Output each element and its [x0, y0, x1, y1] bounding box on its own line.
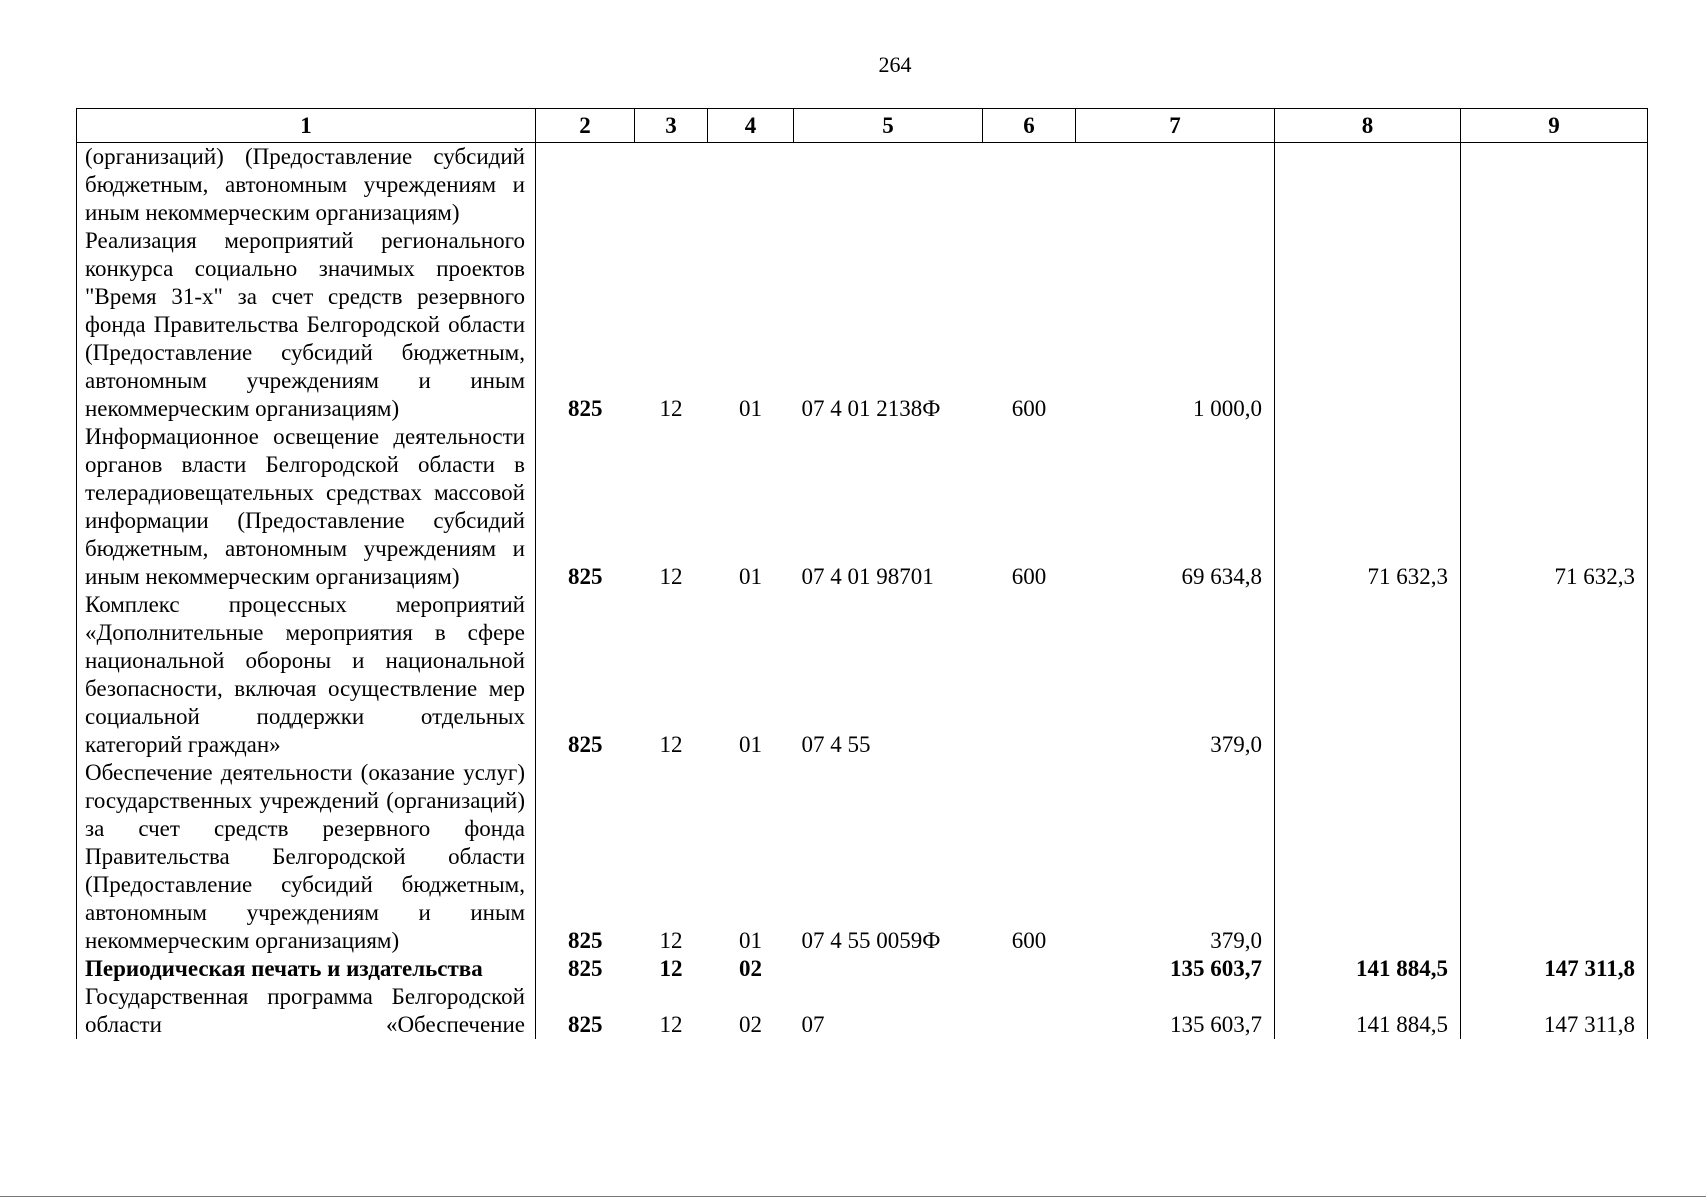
table-row — [77, 983, 1648, 1039]
amount-col7: 1 000,0 — [1076, 227, 1275, 423]
expense-type-code — [983, 143, 1076, 228]
amount-col9 — [1461, 143, 1648, 228]
ministry-code: 825 — [536, 983, 635, 1039]
ministry-code: 825 — [536, 227, 635, 423]
amount-col9 — [1461, 591, 1648, 759]
amount-col9: 71 632,3 — [1461, 423, 1648, 591]
table-row — [77, 227, 1648, 423]
target-article-code: 07 4 55 — [801, 732, 871, 757]
ministry-code: 825 — [536, 759, 635, 955]
row-description: Государственная программа Белгородской области «Обеспечение — [77, 983, 536, 1039]
amount-col9: 147 311,8 — [1461, 955, 1648, 983]
target-article-code: 07 4 01 2138Ф — [801, 396, 941, 421]
column-header: 5 — [794, 109, 983, 143]
amount-col9 — [1461, 227, 1648, 423]
table-row — [77, 591, 1648, 759]
row-description: Обеспечение деятельности (оказание услуг) государственных учреждений (организаций) за счет средств резервного фонда Правительства Белгородской области (Предоставление субсидий бюджетным, автономным учреждениям и иным некоммерческим организациям) — [77, 759, 536, 955]
expense-type-code — [983, 983, 1076, 1039]
amount-col8: 71 632,3 — [1275, 423, 1461, 591]
subsection-code: 01 — [739, 564, 762, 589]
budget-table — [76, 108, 1648, 1039]
amount-col7: 135 603,7 — [1076, 955, 1275, 983]
subsection-code — [708, 143, 794, 228]
column-header: 3 — [635, 109, 708, 143]
page-number: 264 — [878, 52, 912, 77]
section-code: 12 — [659, 396, 683, 421]
column-header: 9 — [1461, 109, 1648, 143]
amount-col7 — [1076, 143, 1275, 228]
ministry-code: 825 — [536, 423, 635, 591]
table-row-section-total — [77, 955, 1648, 983]
row-description: (организаций) (Предоставление субсидий бюджетным, автономным учреждениям и иным некоммерческим организациям) — [77, 143, 536, 228]
section-code: 12 — [659, 928, 683, 953]
section-code: 12 — [659, 956, 683, 981]
subsection-code: 01 — [739, 396, 762, 421]
amount-col9: 147 311,8 — [1461, 983, 1648, 1039]
expense-type-code — [983, 955, 1076, 983]
table-row — [77, 759, 1648, 955]
amount-col8 — [1275, 591, 1461, 759]
subsection-code: 02 — [739, 956, 762, 981]
amount-col9 — [1461, 759, 1648, 955]
column-header: 8 — [1275, 109, 1461, 143]
row-description: Комплекс процессных мероприятий «Дополнительные мероприятия в сфере национальной обороны и национальной безопасности, включая осуществление мер социальной поддержки отдельных категорий граждан» — [77, 591, 536, 759]
target-article-code: 07 — [801, 1012, 825, 1037]
subsection-code: 02 — [739, 1012, 762, 1037]
amount-col7: 379,0 — [1076, 591, 1275, 759]
target-article-code — [794, 143, 983, 228]
amount-col8 — [1275, 227, 1461, 423]
section-code: 12 — [659, 564, 683, 589]
expense-type-code — [983, 591, 1076, 759]
target-article-code — [794, 955, 983, 983]
target-article-code: 07 4 01 98701 — [801, 564, 934, 589]
ministry-code: 825 — [536, 955, 635, 983]
table-row — [77, 423, 1648, 591]
ministry-code — [536, 143, 635, 228]
page-bottom-rule — [0, 1196, 1706, 1197]
row-description: Информационное освещение деятельности органов власти Белгородской области в телерадиовещательных средствах массовой информации (Предоставление субсидий бюджетным, автономным учреждениям и иным некоммерческим организациям) — [77, 423, 536, 591]
table-row — [77, 143, 1648, 228]
column-header: 6 — [983, 109, 1076, 143]
expense-type-code: 600 — [1011, 396, 1047, 421]
section-code: 12 — [659, 732, 683, 757]
amount-col7: 69 634,8 — [1076, 423, 1275, 591]
section-code: 12 — [659, 1012, 683, 1037]
expense-type-code: 600 — [1011, 928, 1047, 953]
ministry-code: 825 — [536, 591, 635, 759]
expense-type-code: 600 — [1011, 564, 1047, 589]
amount-col8 — [1275, 759, 1461, 955]
row-description: Реализация мероприятий регионального конкурса социально значимых проектов "Время 31-х" за счет средств резервного фонда Правительства Белгородской области (Предоставление субсидий бюджетным, автономным учреждениям и иным некоммерческим организациям) — [77, 227, 536, 423]
amount-col8: 141 884,5 — [1275, 955, 1461, 983]
amount-col8: 141 884,5 — [1275, 983, 1461, 1039]
target-article-code: 07 4 55 0059Ф — [801, 928, 941, 953]
column-header: 2 — [536, 109, 635, 143]
section-code — [635, 143, 708, 228]
amount-col7: 379,0 — [1076, 759, 1275, 955]
subsection-code: 01 — [739, 928, 762, 953]
column-header: 7 — [1076, 109, 1275, 143]
column-header: 1 — [77, 109, 536, 143]
subsection-code: 01 — [739, 732, 762, 757]
column-header: 4 — [708, 109, 794, 143]
amount-col8 — [1275, 143, 1461, 228]
row-description: Периодическая печать и издательства — [77, 955, 536, 983]
header-row — [77, 109, 1648, 143]
amount-col7: 135 603,7 — [1076, 983, 1275, 1039]
